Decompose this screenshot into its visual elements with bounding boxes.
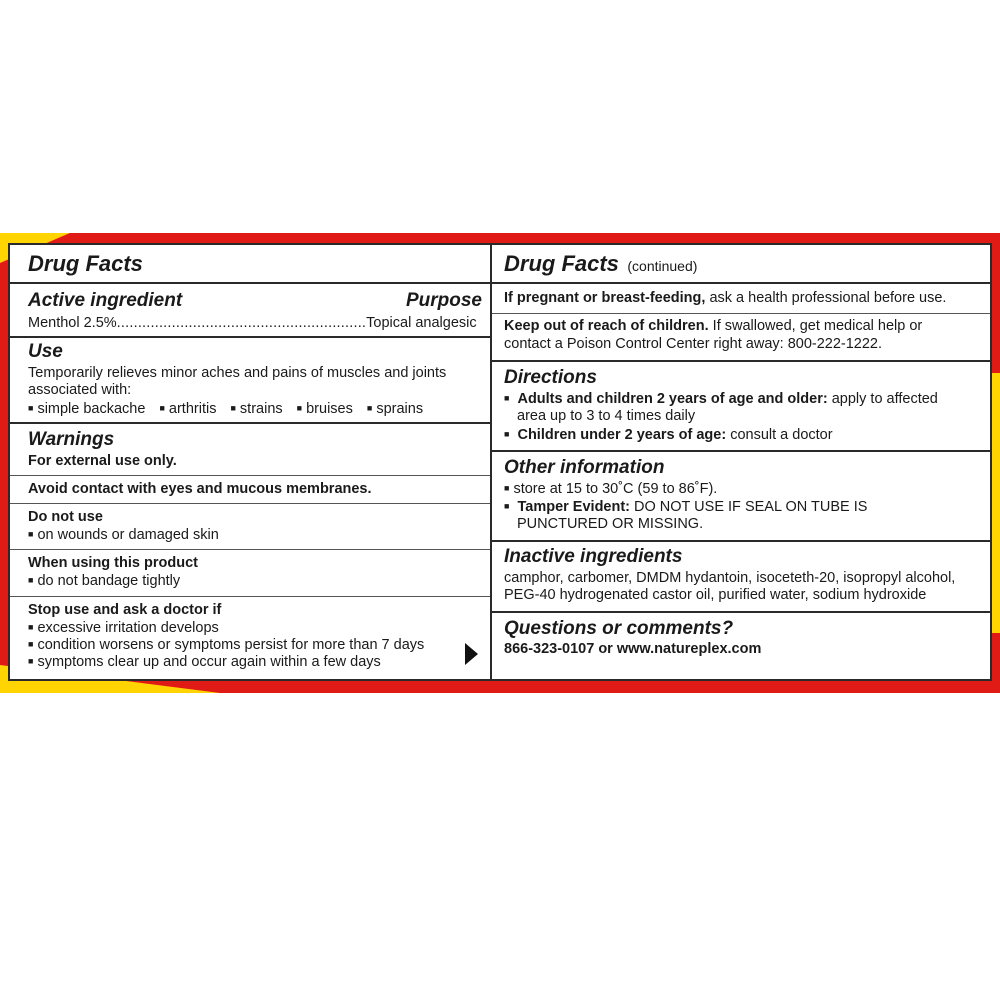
pregnant-rest: ask a health professional before use. bbox=[709, 290, 947, 306]
directions-item-rest: consult a doctor bbox=[730, 427, 833, 443]
other-info-item: ■ store at 15 to 30˚C (59 to 86˚F). bbox=[504, 480, 717, 498]
divider bbox=[10, 549, 490, 550]
active-ingredient-row bbox=[28, 315, 483, 332]
directions-title: Directions bbox=[504, 367, 597, 388]
directions-item bbox=[504, 390, 938, 408]
when-using-item: ■ do not bandage tightly bbox=[28, 572, 180, 590]
other-info-title: Other information bbox=[504, 457, 665, 478]
use-item: ■ arthritis bbox=[159, 401, 216, 417]
use-text-line2: associated with: bbox=[28, 382, 132, 398]
use-item: ■ strains bbox=[230, 401, 282, 417]
tamper-evident-line2: PUNCTURED OR MISSING. bbox=[517, 516, 704, 532]
drug-facts-right-column bbox=[492, 245, 990, 679]
purpose-title: Purpose bbox=[405, 290, 482, 311]
ingredient-name: Menthol 2.5% bbox=[28, 315, 117, 331]
tamper-evident-bold: Tamper Evident: bbox=[517, 499, 630, 515]
stop-use-title: Stop use and ask a doctor if bbox=[28, 602, 222, 618]
stop-use-item: ■ excessive irritation develops bbox=[28, 619, 219, 637]
use-item: ■ simple backache bbox=[28, 401, 145, 417]
do-not-use-title: Do not use bbox=[28, 509, 103, 525]
directions-item-bold: Adults and children 2 years of age and older: bbox=[517, 391, 828, 407]
leader-dots: ........................................................... bbox=[116, 315, 367, 331]
use-title: Use bbox=[28, 341, 63, 362]
pregnant-warning bbox=[504, 290, 946, 307]
yellow-stripe-right bbox=[992, 373, 1000, 633]
divider bbox=[492, 450, 990, 452]
directions-item-rest: apply to affected bbox=[831, 391, 938, 407]
inactive-ingredients-line2: PEG-40 hydrogenated castor oil, purified water, sodium hydroxide bbox=[504, 587, 927, 603]
divider bbox=[492, 540, 990, 542]
drug-facts-panel bbox=[8, 243, 992, 681]
triangle-right-icon bbox=[465, 643, 478, 665]
drug-facts-continued-header bbox=[504, 251, 697, 277]
inactive-ingredients-title: Inactive ingredients bbox=[504, 546, 683, 567]
poison-control-text: contact a Poison Control Center right away: 800-222-1222. bbox=[504, 336, 883, 352]
stop-use-item: ■ symptoms clear up and occur again within a few days bbox=[28, 653, 381, 671]
pregnant-bold: If pregnant or breast-feeding, bbox=[504, 290, 706, 306]
divider bbox=[10, 596, 490, 597]
external-use-text: For external use only. bbox=[28, 453, 177, 469]
ingredient-purpose: Topical analgesic bbox=[366, 315, 477, 331]
avoid-contact-text: Avoid contact with eyes and mucous membranes. bbox=[28, 481, 372, 497]
drug-facts-title: Drug Facts bbox=[28, 251, 143, 276]
inactive-ingredients-line1: camphor, carbomer, DMDM hydantoin, isoceteth-20, isopropyl alcohol, bbox=[504, 570, 956, 586]
divider bbox=[10, 336, 490, 338]
tamper-evident-rest: DO NOT USE IF SEAL ON TUBE IS bbox=[634, 499, 868, 515]
divider bbox=[10, 503, 490, 504]
continued-label: (continued) bbox=[627, 258, 698, 274]
questions-title: Questions or comments? bbox=[504, 618, 734, 639]
keep-out-rest: If swallowed, get medical help or bbox=[712, 318, 923, 334]
contact-info: 866-323-0107 or www.natureplex.com bbox=[504, 641, 762, 657]
divider bbox=[10, 422, 490, 424]
use-text-line1: Temporarily relieves minor aches and pains of muscles and joints bbox=[28, 365, 447, 381]
keep-out-bold: Keep out of reach of children. bbox=[504, 318, 709, 334]
directions-item bbox=[504, 426, 833, 444]
keep-out-warning bbox=[504, 318, 922, 335]
drug-facts-left-column bbox=[10, 245, 492, 679]
directions-item-bold: Children under 2 years of age: bbox=[517, 427, 727, 443]
divider bbox=[492, 360, 990, 362]
use-item: ■ bruises bbox=[297, 401, 353, 417]
other-info-item bbox=[504, 498, 867, 516]
use-item: ■ sprains bbox=[367, 401, 423, 417]
divider bbox=[492, 282, 990, 284]
active-ingredient-title: Active ingredient bbox=[28, 290, 183, 311]
use-items bbox=[28, 400, 423, 418]
divider bbox=[492, 313, 990, 314]
warnings-title: Warnings bbox=[28, 429, 115, 450]
divider bbox=[10, 282, 490, 284]
do-not-use-item: ■ on wounds or damaged skin bbox=[28, 526, 219, 544]
drug-facts-title: Drug Facts bbox=[504, 251, 619, 276]
divider bbox=[10, 475, 490, 476]
when-using-title: When using this product bbox=[28, 555, 198, 571]
divider bbox=[492, 611, 990, 613]
directions-item-line2: area up to 3 to 4 times daily bbox=[517, 408, 696, 424]
stop-use-item: ■ condition worsens or symptoms persist for more than 7 days bbox=[28, 636, 424, 654]
